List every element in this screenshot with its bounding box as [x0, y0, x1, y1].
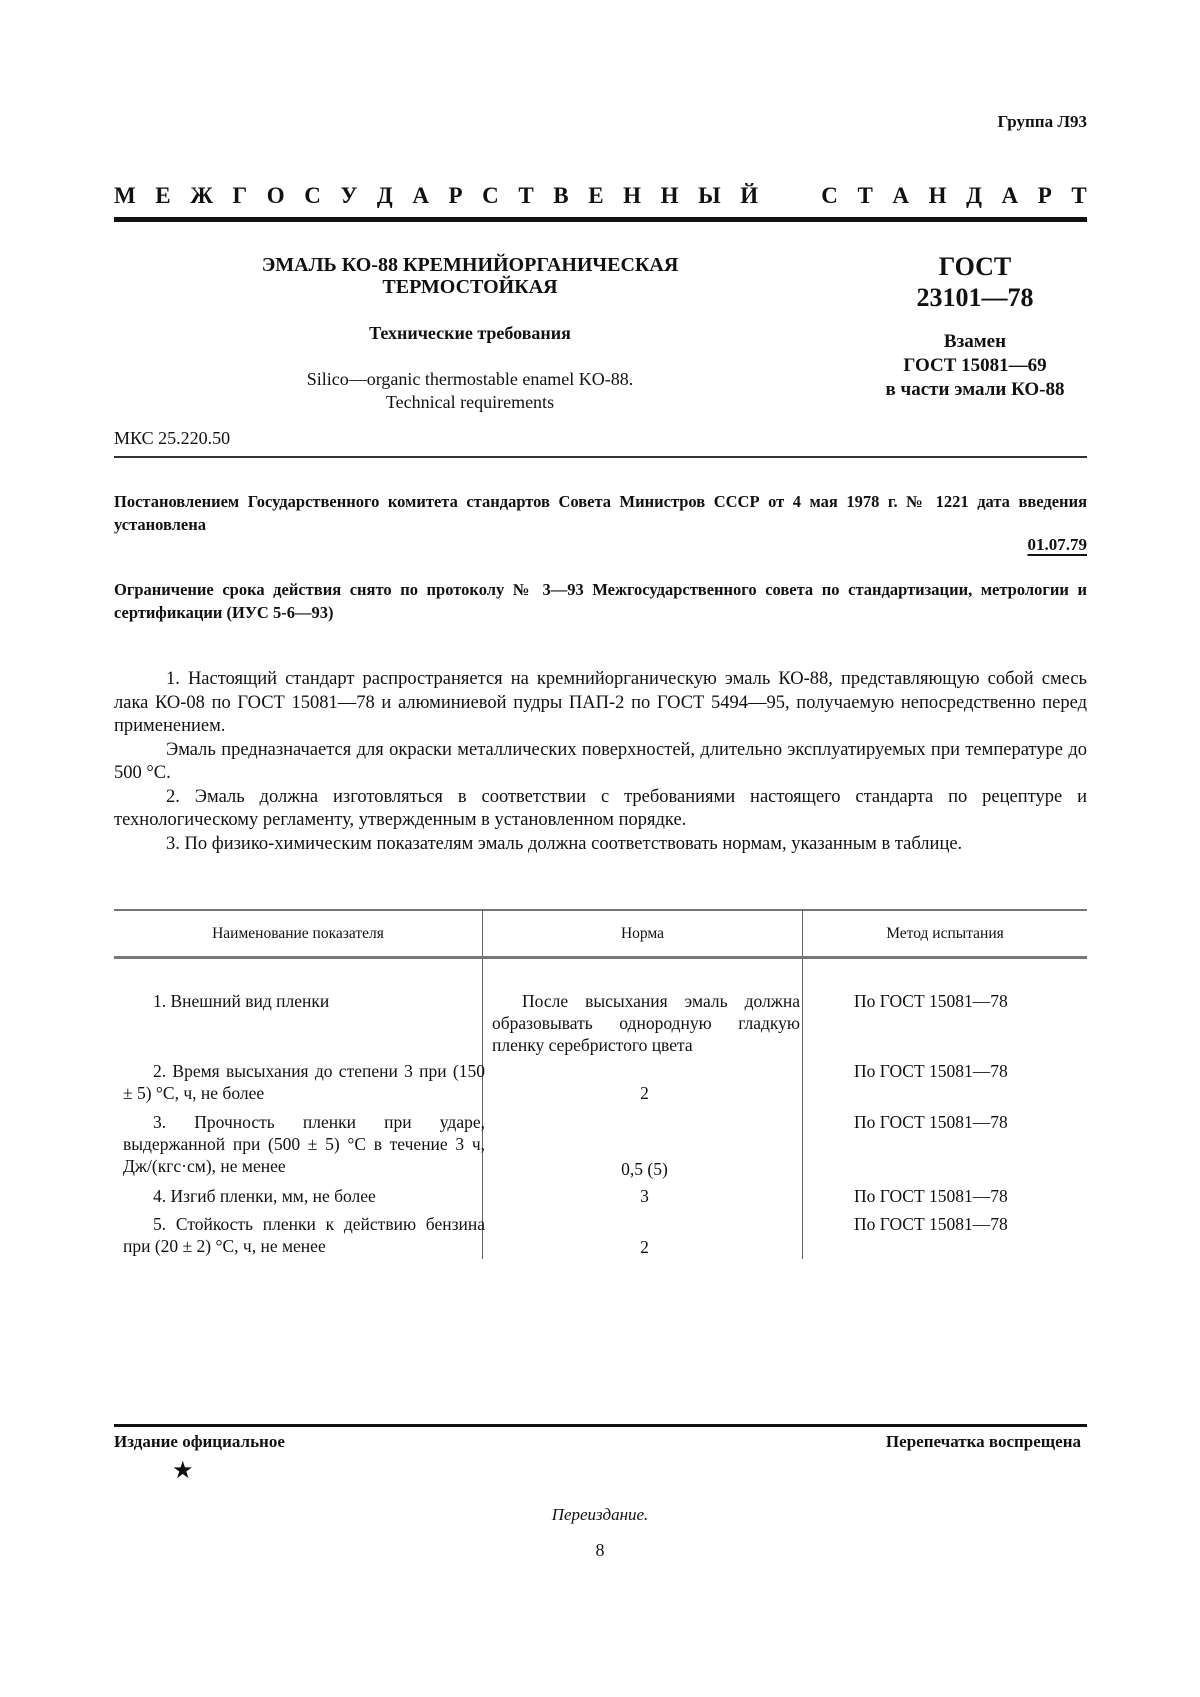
banner-letter: Г [232, 183, 248, 208]
banner-letter: Т [857, 183, 873, 208]
limitation-text: Ограничение срока действия снято по протоколу № 3—93 Межгосударственного совета по стандартизации, метрологии и сертификации (ИУС 5-6—93) [114, 580, 1087, 622]
paragraph: 3. По физико-химическим показателям эмаль должна соответствовать нормам, указанным в таблице. [166, 833, 963, 854]
english-title-line-2: Technical requirements [385, 392, 555, 412]
banner-gap [778, 183, 802, 209]
table-row-5-name [123, 1213, 485, 1257]
table-header-rule [114, 956, 1087, 959]
cell-text: 1. Внешний вид пленки [153, 991, 330, 1011]
replaces-line-1: Взамен [943, 331, 1007, 352]
banner-letter: Т [1071, 183, 1087, 208]
table-row-1-norm: После высыхания эмаль должна образовывать однородную гладкую пленку серебристого цвета [492, 991, 800, 1055]
banner-letter: А [1001, 183, 1019, 208]
decree-text: Постановлением Государственного комитета стандартов Совета Министров СССР от 4 мая 1978 г. № 1221 дата введения установлена [114, 492, 1087, 534]
table-row-2-name [123, 1060, 485, 1104]
banner-letter: Т [518, 183, 534, 208]
banner-letter: С [821, 183, 838, 208]
banner-letter: С [482, 183, 499, 208]
gost-label: ГОСТ [938, 252, 1012, 281]
document-title [220, 254, 720, 298]
header-name: Наименование показателя [212, 925, 384, 942]
table-row-2-method [804, 1060, 1087, 1082]
header-method: Метод испытания [886, 925, 1004, 942]
cell-text: 4. Изгиб пленки, мм, не более [153, 1186, 376, 1206]
table-row-3-method [804, 1111, 1087, 1133]
table-row-4-method [804, 1185, 1087, 1207]
paragraph: 1. Настоящий стандарт распространяется на кремнийорганическую эмаль КО-88, представляющую собой смесь лака КО-08 по ГОСТ 15081—78 и алюминиевой пудры ПАП-2 по ГОСТ 5494—95, получаемую непосредственно перед применением. [114, 669, 1087, 736]
banner-letter: У [340, 183, 358, 208]
table-row-2-norm: 2 [640, 1083, 649, 1103]
banner-letter: Е [155, 183, 171, 208]
gost-number: 23101—78 [916, 283, 1034, 312]
table-top-rule [114, 909, 1087, 911]
cell-text: По ГОСТ 15081—78 [854, 1214, 1008, 1234]
banner-letter: Р [1037, 183, 1052, 208]
gost-number-block [860, 251, 1090, 313]
body-text [114, 668, 1087, 856]
table-row-1-method [804, 990, 1087, 1012]
cell-text: По ГОСТ 15081—78 [854, 1061, 1008, 1081]
cell-text: 2. Время высыхания до степени 3 при (150 ± 5) °С, ч, не более [123, 1061, 485, 1103]
banner-letter: А [892, 183, 910, 208]
cell-text: 3. Прочность пленки при ударе, выдержанной при (500 ± 5) °С в течение 3 ч, Дж/(кгс·см), не менее [123, 1112, 485, 1176]
banner-letter: Е [588, 183, 604, 208]
mks-code: МКС 25.220.50 [114, 428, 231, 448]
cell-text: По ГОСТ 15081—78 [854, 1112, 1008, 1132]
banner-letter: Н [928, 183, 947, 208]
banner-letter: М [114, 183, 136, 208]
banner-letter: О [266, 183, 285, 208]
official-edition-label: Издание официальное [114, 1432, 285, 1451]
group-code: Группа Л93 [997, 112, 1087, 131]
table-row-4-norm: 3 [640, 1186, 649, 1206]
banner-letter: Д [966, 183, 982, 208]
paragraph: 2. Эмаль должна изготовляться в соответствии с требованиями настоящего стандарта по рецептуре и технологическому регламенту, утвержденным в установленном порядке. [114, 786, 1087, 830]
replaces-block [860, 330, 1090, 402]
star-icon: ★ [172, 1458, 194, 1484]
banner-letter: Н [623, 183, 642, 208]
banner-letter: В [553, 183, 569, 208]
document-subtitle: Технические требования [369, 323, 571, 343]
replaces-line-3: в части эмали КО-88 [885, 379, 1065, 400]
banner-letter: Й [740, 183, 759, 208]
banner-letter: С [304, 183, 321, 208]
english-title [220, 368, 720, 414]
table-row-1-name [123, 990, 485, 1012]
standard-banner [114, 183, 1087, 209]
table-row-4-name [123, 1185, 485, 1207]
reprint-prohibited-label: Перепечатка воспрещена [885, 1432, 1081, 1451]
banner-letter: Ы [698, 183, 721, 208]
table-row-3-name [123, 1111, 485, 1177]
table-row-5-norm: 2 [640, 1237, 649, 1257]
banner-letter: А [412, 183, 429, 208]
banner-letter: Ж [190, 183, 213, 208]
cell-text: 5. Стойкость пленки к действию бензина при (20 ± 2) °С, ч, не менее [123, 1214, 485, 1256]
header-rule [114, 217, 1087, 222]
cell-text: По ГОСТ 15081—78 [854, 991, 1008, 1011]
cell-text: По ГОСТ 15081—78 [854, 1186, 1008, 1206]
banner-letter: Н [660, 183, 679, 208]
reissue-label: Переиздание. [551, 1505, 649, 1524]
table-row-5-method [804, 1213, 1087, 1235]
paragraph: Эмаль предназначается для окраски металлических поверхностей, длительно эксплуатируемых при температуре до 500 °С. [114, 739, 1087, 783]
banner-letter: Д [376, 183, 393, 208]
replaces-line-2: ГОСТ 15081—69 [903, 355, 1047, 376]
header-norm: Норма [620, 925, 665, 942]
banner-letter: Р [448, 183, 463, 208]
section-rule [114, 456, 1087, 458]
table-row-3-norm: 0,5 (5) [621, 1159, 668, 1179]
page-number: 8 [595, 1540, 605, 1560]
title-line-2: ТЕРМОСТОЙКАЯ [382, 276, 558, 298]
introduction-date: 01.07.79 [1027, 535, 1087, 554]
footer-rule [114, 1424, 1087, 1427]
title-line-1: ЭМАЛЬ КО-88 КРЕМНИЙОРГАНИЧЕСКАЯ [261, 254, 679, 276]
english-title-line-1: Silico—organic thermostable enamel KO-88. [306, 369, 634, 389]
